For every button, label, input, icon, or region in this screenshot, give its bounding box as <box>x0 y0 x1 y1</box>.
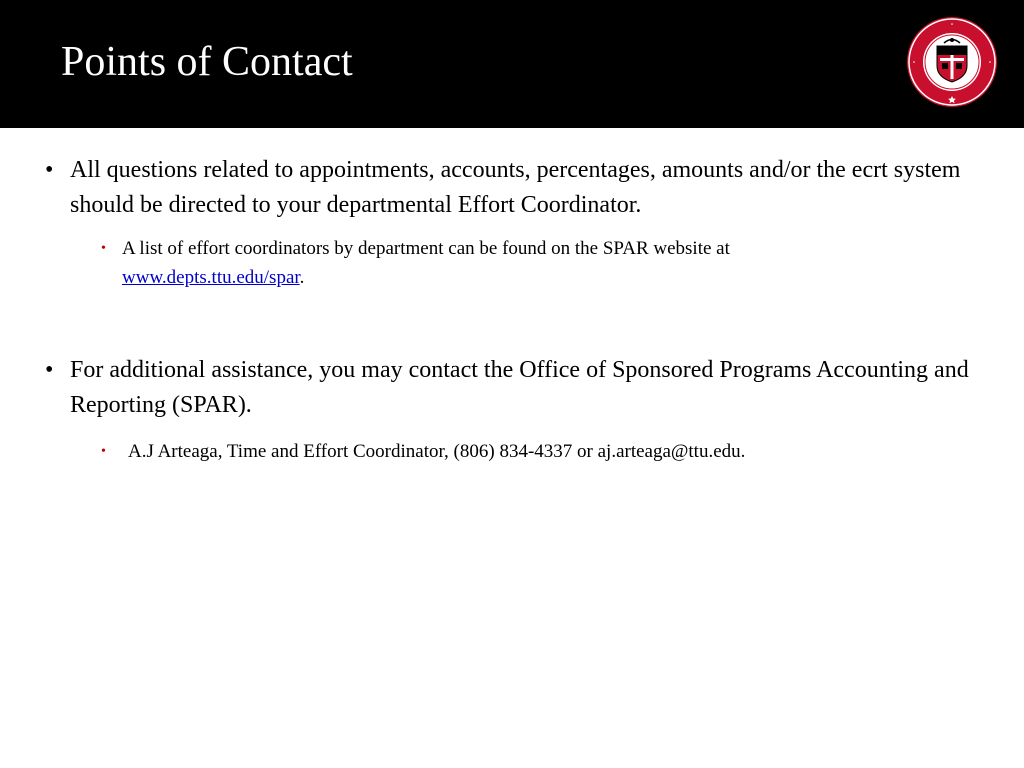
spar-website-link[interactable]: www.depts.ttu.edu/spar <box>122 267 300 288</box>
sub-bullet-contact: A.J Arteaga, Time and Effort Coordinator, (806) 834-4337 or aj.arteaga@ttu.edu. <box>128 441 746 462</box>
bullet-item-coordinator: All questions related to appointments, accounts, percentages, amounts and/or the ecrt system should be directed to your departmental Effort Coordinator. <box>70 157 961 218</box>
bullet-item-spar-office: For additional assistance, you may contact the Office of Sponsored Programs Accounting and Reporting (SPAR). <box>70 357 969 418</box>
slide-title: Points of Contact <box>61 39 353 85</box>
sub-bullet-dot: • <box>101 241 106 256</box>
header-bar <box>0 0 1024 128</box>
sub-bullet-text: A list of effort coordinators by department can be found on the SPAR website at <box>122 238 730 259</box>
sub-bullet-period: . <box>299 267 305 288</box>
sub-bullet-spar-list <box>122 234 962 292</box>
university-seal-logo <box>906 16 998 108</box>
bullet-dot: • <box>45 357 54 383</box>
slide-body <box>0 128 1024 768</box>
bullet-dot: • <box>45 157 54 183</box>
sub-bullet-dot: • <box>101 444 106 459</box>
